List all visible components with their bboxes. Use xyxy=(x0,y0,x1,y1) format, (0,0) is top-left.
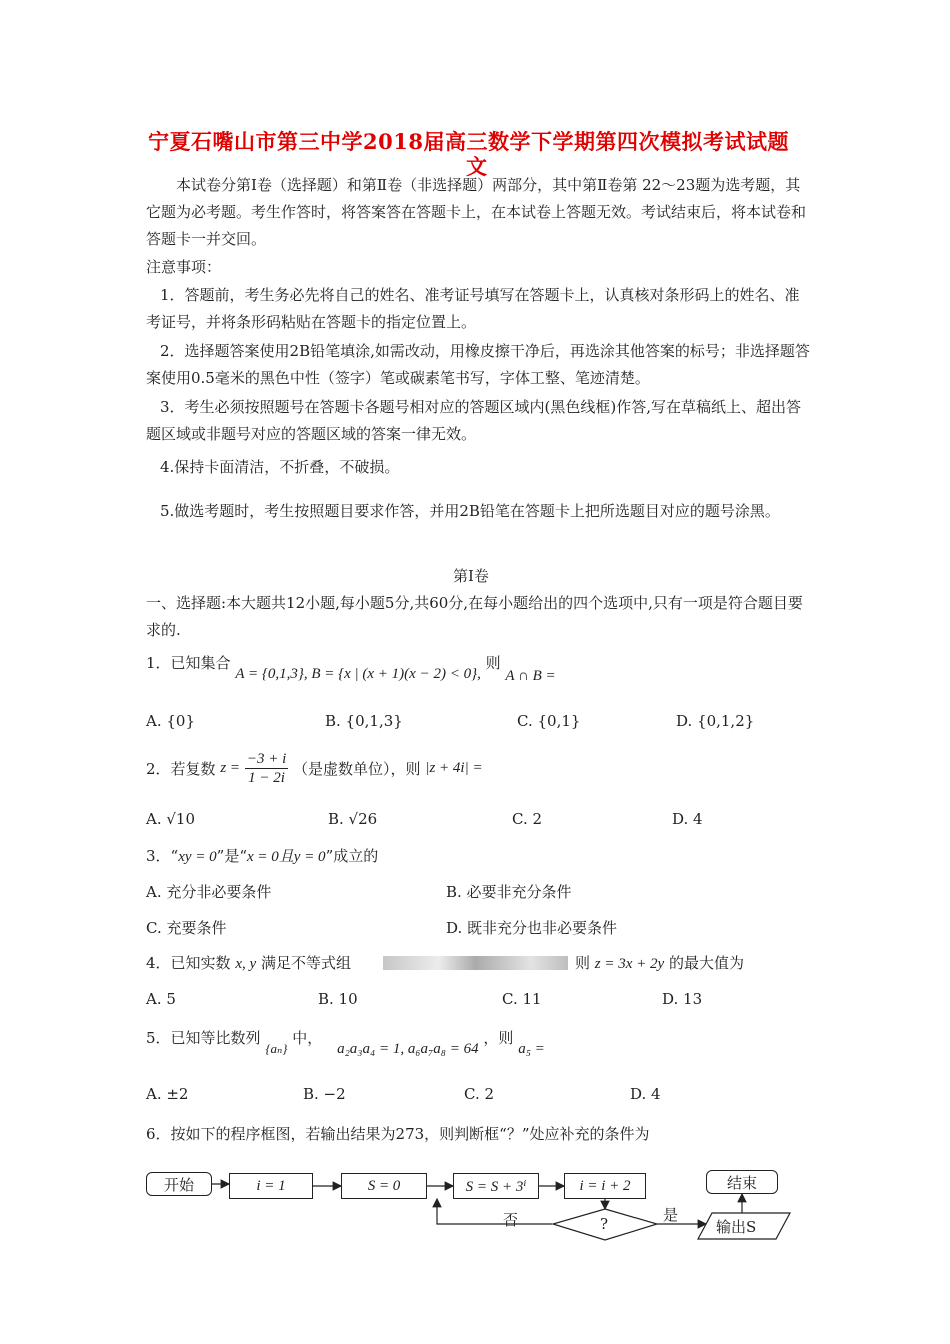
q3-option-b[interactable]: B. 必要非充分条件 xyxy=(446,883,572,901)
q4-mid: 满足不等式组 xyxy=(260,954,351,972)
q1-option-c[interactable]: C. {0,1} xyxy=(517,712,581,730)
q4-option-c[interactable]: C. 11 xyxy=(502,990,542,1008)
flowchart-step-s-update: S = S + 3ⁱ xyxy=(453,1173,539,1199)
q5-prefix: 5．已知等比数列 xyxy=(146,1029,261,1047)
q1-option-d[interactable]: D. {0,1,2} xyxy=(676,712,755,730)
q5-condition: a₂a₃a₄ = 1, a₆a₇a₈ = 64 xyxy=(337,1041,479,1057)
q2-numerator: −3 + i xyxy=(246,751,287,767)
page-title-continued: 文 xyxy=(466,154,488,179)
q1-option-b[interactable]: B. {0,1,3} xyxy=(325,712,403,730)
flowchart-decision-label: ? xyxy=(600,1215,609,1233)
q3-math-2: x = 0且y = 0 xyxy=(247,849,326,865)
q5-option-a[interactable]: A. ±2 xyxy=(146,1085,189,1103)
flowchart-no-label: 否 xyxy=(503,1211,519,1229)
q4-tail: 的最大值为 xyxy=(668,954,744,972)
flowchart-output-label: 输出S xyxy=(716,1218,757,1236)
q3-text-a: 3．“ xyxy=(146,847,179,865)
q4-option-b[interactable]: B. 10 xyxy=(318,990,358,1008)
q1-prefix: 1．已知集合 xyxy=(146,654,231,672)
q2-option-b[interactable]: B. √26 xyxy=(328,810,378,828)
q2-denominator: 1 − 2i xyxy=(248,770,285,786)
flowchart-end: 结束 xyxy=(706,1170,778,1194)
q4-option-d[interactable]: D. 13 xyxy=(662,990,703,1008)
q1-then: 则 xyxy=(485,654,501,672)
page-title: 宁夏石嘴山市第三中学2018届高三数学下学期第四次模拟考试试题 xyxy=(148,129,789,154)
q2-z: z = xyxy=(220,760,241,776)
q4-then: 则 xyxy=(575,954,591,972)
q2-prefix: 2．若复数 xyxy=(146,760,216,778)
q3-text-b: ”是“ xyxy=(216,847,247,865)
question-6: 6．按如下的程序框图，若输出结果为273，则判断框“？”处应补充的条件为 xyxy=(146,1125,650,1143)
q3-text-c: ”成立的 xyxy=(325,847,379,865)
flowchart-step-i-init: i = 1 xyxy=(229,1173,313,1199)
q1-option-a[interactable]: A. {0} xyxy=(146,712,195,730)
q3-math-1: xy = 0 xyxy=(178,849,217,865)
section-intro: 一、选择题:本大题共12小题,每小题5分,共60分,在每小题给出的四个选项中,只有一项是符合题目要求的. xyxy=(146,594,803,639)
q4-expr: z = 3x + 2y xyxy=(594,956,665,972)
q2-option-c[interactable]: C. 2 xyxy=(512,810,543,828)
flowchart-start: 开始 xyxy=(146,1172,212,1196)
q4-vars: x, y xyxy=(235,956,257,972)
q5-option-c[interactable]: C. 2 xyxy=(464,1085,495,1103)
note-1: 1．答题前，考生务必先将自己的姓名、准考证号填写在答题卡上，认真核对条形码上的姓名、准考证号，并将条形码粘贴在答题卡的指定位置上。 xyxy=(146,286,800,331)
q2-option-d[interactable]: D. 4 xyxy=(672,810,703,828)
q2-mid: （是虚数单位），则 xyxy=(293,760,421,778)
q2-option-a[interactable]: A. √10 xyxy=(146,810,196,828)
note-3: 3．考生必须按照题号在答题卡各题号相对应的答题区域内(黑色线框)作答,写在草稿纸上、超出答题区域或非题号对应的答题区域的答案一律无效。 xyxy=(146,398,802,443)
q4-prefix: 4．已知实数 xyxy=(146,954,231,972)
note-2: 2．选择题答案使用2B铅笔填涂,如需改动，用橡皮擦干净后，再选涂其他答案的标号；非选择题答案使用0.5毫米的黑色中性（签字）笔或碳素笔书写，字体工整、笔迹清楚。 xyxy=(146,342,810,387)
q3-option-a[interactable]: A. 充分非必要条件 xyxy=(146,883,272,901)
q4-option-a[interactable]: A. 5 xyxy=(146,990,176,1008)
q5-mid: 中， xyxy=(292,1029,323,1047)
flowchart-step-s-init: S = 0 xyxy=(341,1173,427,1199)
q1-sets: A = {0,1,3}, B = {x | (x + 1)(x − 2) < 0}, xyxy=(235,666,481,682)
q3-option-d[interactable]: D. 既非充分也非必要条件 xyxy=(446,919,618,937)
q5-option-b[interactable]: B. −2 xyxy=(303,1085,346,1103)
intro-paragraph: 本试卷分第Ⅰ卷（选择题）和第Ⅱ卷（非选择题）两部分，其中第Ⅱ卷第 22～23题为选考题，其它题为必考题。考生作答时，将答案答在答题卡上，在本试卷上答题无效。考试结束后，将本试卷和答题卡一并交回。 xyxy=(146,176,807,248)
q1-tail: A ∩ B = xyxy=(505,668,556,684)
q2-tail: |z + 4i| = xyxy=(425,760,483,776)
flowchart-yes-label: 是 xyxy=(663,1206,679,1224)
q5-option-d[interactable]: D. 4 xyxy=(630,1085,661,1103)
q3-option-c[interactable]: C. 充要条件 xyxy=(146,919,227,937)
q5-then: ，则 xyxy=(483,1029,514,1047)
flowchart-step-i-update: i = i + 2 xyxy=(564,1173,646,1199)
notes-header: 注意事项： xyxy=(146,258,222,276)
section-title: 第Ⅰ卷 xyxy=(453,567,489,585)
note-4: 4.保持卡面清洁，不折叠，不破损。 xyxy=(160,458,400,476)
q5-tail: a₅ = xyxy=(518,1041,545,1057)
q5-sequence: {aₙ} xyxy=(265,1041,288,1056)
note-5: 5.做选考题时，考生按照题目要求作答，并用2B铅笔在答题卡上把所选题目对应的题号涂黑。 xyxy=(160,502,780,520)
